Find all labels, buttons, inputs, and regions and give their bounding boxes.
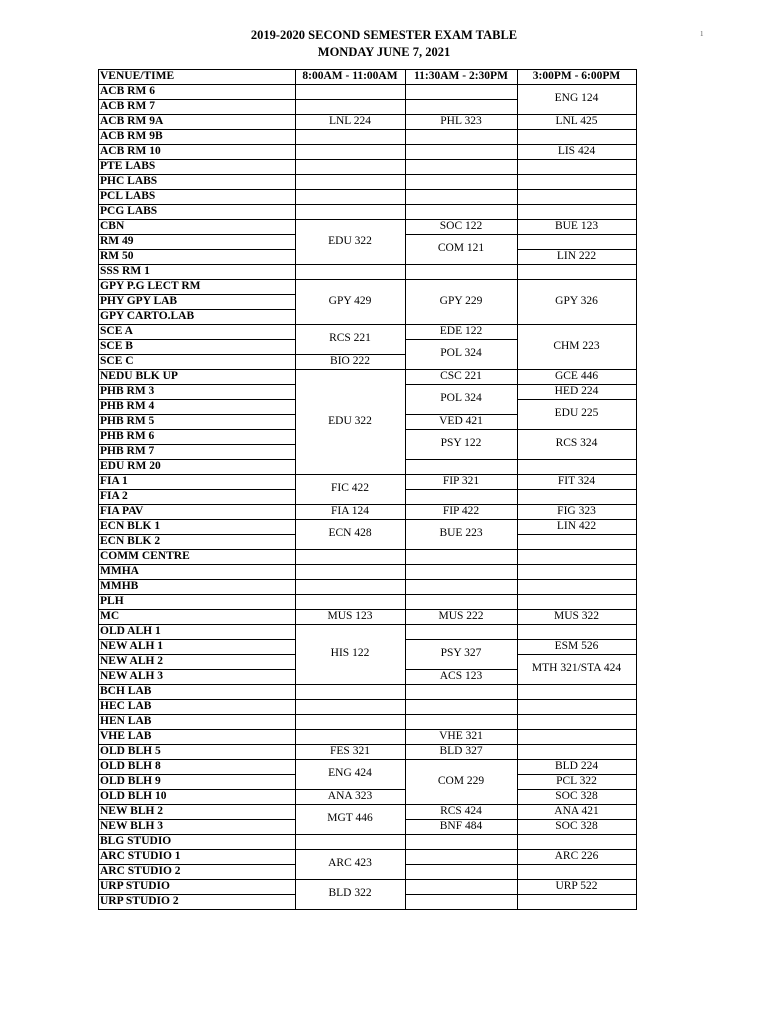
exam-course-cell: FIA 124 (330, 504, 370, 517)
row-divider (405, 624, 518, 625)
venue-cell: GPY CARTO.LAB (100, 309, 195, 322)
row-divider (98, 129, 295, 130)
row-divider (517, 564, 637, 565)
row-divider (98, 234, 295, 235)
exam-course-cell: SOC 328 (555, 819, 598, 832)
venue-cell: NEDU BLK UP (100, 369, 178, 382)
exam-course-cell: MUS 123 (327, 609, 373, 622)
table-border-top (98, 69, 637, 70)
venue-cell: MC (100, 609, 120, 622)
venue-cell: ACB RM 6 (100, 84, 155, 97)
row-divider (405, 459, 518, 460)
exam-course-cell: URP 522 (555, 879, 598, 892)
exam-course-cell: BUE 223 (439, 527, 483, 540)
row-divider (517, 624, 637, 625)
row-divider (295, 834, 406, 835)
column-header: VENUE/TIME (100, 69, 175, 82)
exam-course-cell: BLD 327 (439, 744, 483, 757)
row-divider (517, 594, 637, 595)
venue-cell: PHB RM 6 (100, 429, 155, 442)
venue-cell: MMHB (100, 579, 139, 592)
venue-cell: RM 49 (100, 234, 134, 247)
row-divider (98, 834, 295, 835)
venue-cell: HEN LAB (100, 714, 152, 727)
exam-course-cell: EDU 225 (554, 407, 599, 420)
row-divider (98, 564, 295, 565)
row-divider (405, 489, 518, 490)
row-divider (98, 249, 295, 250)
venue-cell: FIA 2 (100, 489, 128, 502)
venue-cell: BLG STUDIO (100, 834, 172, 847)
row-divider (295, 549, 406, 550)
exam-course-cell: MUS 222 (438, 609, 484, 622)
exam-course-cell: BNF 484 (439, 819, 483, 832)
row-divider (405, 714, 518, 715)
row-divider (98, 789, 295, 790)
row-divider (98, 474, 295, 475)
venue-cell: PHB RM 7 (100, 444, 155, 457)
row-divider (98, 279, 295, 280)
exam-course-cell: LIS 424 (557, 144, 596, 157)
column-header: 11:30AM - 2:30PM (414, 69, 508, 82)
row-divider (98, 204, 295, 205)
row-divider (98, 729, 295, 730)
exam-course-cell: LIN 422 (556, 519, 597, 532)
venue-cell: CBN (100, 219, 125, 232)
column-header: 3:00PM - 6:00PM (532, 69, 621, 82)
row-divider (98, 894, 295, 895)
row-divider (98, 354, 295, 355)
row-divider (295, 579, 406, 580)
exam-course-cell: GPY 229 (439, 294, 483, 307)
exam-course-cell: HIS 122 (330, 647, 370, 660)
row-divider (98, 759, 295, 760)
row-divider (295, 159, 406, 160)
row-divider (517, 864, 637, 865)
row-divider (98, 429, 295, 430)
exam-course-cell: GPY 429 (328, 294, 372, 307)
row-divider (98, 669, 295, 670)
venue-cell: PHC LABS (100, 174, 158, 187)
exam-course-cell: LIN 222 (556, 249, 597, 262)
venue-cell: ACB RM 7 (100, 99, 155, 112)
row-divider (405, 864, 518, 865)
exam-course-cell: PSY 122 (440, 437, 482, 450)
row-divider (98, 744, 295, 745)
exam-table-title: 2019-2020 SECOND SEMESTER EXAM TABLE (250, 28, 518, 42)
row-divider (295, 129, 406, 130)
row-divider (517, 264, 637, 265)
row-divider (295, 684, 406, 685)
venue-cell: SCE A (100, 324, 133, 337)
row-divider (405, 879, 518, 880)
row-divider (98, 369, 295, 370)
row-divider (98, 384, 295, 385)
exam-course-cell: CSC 221 (440, 369, 482, 382)
row-divider (405, 189, 518, 190)
venue-cell: ACB RM 9B (100, 129, 163, 142)
row-divider (98, 309, 295, 310)
row-divider (98, 579, 295, 580)
row-divider (517, 459, 637, 460)
venue-cell: EDU RM 20 (100, 459, 161, 472)
exam-course-cell: BLD 322 (328, 887, 372, 900)
row-divider (295, 204, 406, 205)
exam-course-cell: MUS 322 (553, 609, 600, 622)
exam-course-cell: MTH 321/STA 424 (531, 662, 622, 675)
venue-cell: PLH (100, 594, 124, 607)
venue-cell: MMHA (100, 564, 139, 577)
row-divider (98, 774, 295, 775)
row-divider (98, 114, 295, 115)
row-divider (517, 729, 637, 730)
row-divider (517, 534, 637, 535)
row-divider (295, 699, 406, 700)
row-divider (98, 399, 295, 400)
row-divider (517, 834, 637, 835)
venue-cell: PHB RM 5 (100, 414, 155, 427)
exam-course-cell: LNL 425 (555, 114, 598, 127)
row-divider (517, 159, 637, 160)
exam-course-cell: ARC 226 (554, 849, 599, 862)
exam-course-cell: ENG 424 (328, 767, 372, 780)
venue-cell: ARC STUDIO 1 (100, 849, 181, 862)
row-divider (405, 834, 518, 835)
row-divider (295, 729, 406, 730)
exam-course-cell: HED 224 (554, 384, 599, 397)
row-divider (98, 714, 295, 715)
row-divider (295, 174, 406, 175)
exam-course-cell: PSY 327 (440, 647, 482, 660)
row-divider (98, 549, 295, 550)
exam-course-cell: MGT 446 (327, 812, 373, 825)
row-divider (517, 234, 637, 235)
row-divider (98, 174, 295, 175)
venue-cell: NEW BLH 2 (100, 804, 164, 817)
exam-course-cell: VHE 321 (439, 729, 483, 742)
exam-course-cell: BIO 222 (330, 354, 370, 367)
exam-course-cell: GPY 326 (555, 294, 598, 307)
row-divider (295, 99, 406, 100)
row-divider (405, 594, 518, 595)
row-divider (98, 294, 295, 295)
exam-course-cell: ANA 323 (327, 789, 373, 802)
exam-course-cell: ESM 526 (554, 639, 599, 652)
venue-cell: FIA PAV (100, 504, 144, 517)
exam-course-cell: FIT 324 (557, 474, 596, 487)
exam-course-cell: POL 324 (440, 392, 482, 405)
row-divider (98, 594, 295, 595)
exam-date: MONDAY JUNE 7, 2021 (317, 45, 451, 59)
row-divider (517, 714, 637, 715)
venue-cell: PCG LABS (100, 204, 158, 217)
venue-cell: ECN BLK 2 (100, 534, 161, 547)
row-divider (295, 189, 406, 190)
row-divider (517, 489, 637, 490)
venue-cell: SSS RM 1 (100, 264, 150, 277)
row-divider (295, 909, 406, 910)
exam-course-cell: CHM 223 (553, 339, 600, 352)
row-divider (517, 549, 637, 550)
exam-course-cell: ARC 423 (328, 857, 372, 870)
exam-course-cell: FIP 422 (442, 504, 480, 517)
venue-cell: PCL LABS (100, 189, 156, 202)
row-divider (405, 174, 518, 175)
row-divider (98, 534, 295, 535)
exam-course-cell: ACS 123 (439, 669, 483, 682)
venue-cell: GPY P.G LECT RM (100, 279, 201, 292)
row-divider (98, 804, 295, 805)
row-divider (517, 174, 637, 175)
venue-cell: NEW ALH 3 (100, 669, 164, 682)
venue-cell: HEC LAB (100, 699, 152, 712)
row-divider (517, 684, 637, 685)
row-divider (517, 699, 637, 700)
row-divider (405, 159, 518, 160)
column-divider (98, 69, 99, 910)
row-divider (295, 264, 406, 265)
exam-course-cell: BUE 123 (554, 219, 599, 232)
row-divider (98, 414, 295, 415)
row-divider (98, 654, 295, 655)
row-divider (98, 699, 295, 700)
exam-course-cell: RCS 424 (440, 804, 482, 817)
row-divider (405, 699, 518, 700)
row-divider (517, 909, 637, 910)
row-divider (517, 189, 637, 190)
row-divider (517, 204, 637, 205)
row-divider (517, 129, 637, 130)
row-divider (98, 489, 295, 490)
row-divider (295, 144, 406, 145)
venue-cell: OLD BLH 9 (100, 774, 161, 787)
row-divider (295, 564, 406, 565)
column-header: 8:00AM - 11:00AM (302, 69, 398, 82)
row-divider (405, 684, 518, 685)
venue-cell: PTE LABS (100, 159, 156, 172)
row-divider (405, 99, 518, 100)
page-number: 1 (700, 30, 704, 38)
exam-course-cell: FIP 321 (442, 474, 480, 487)
exam-course-cell: RCS 221 (329, 332, 371, 345)
exam-course-cell: FIC 422 (330, 482, 370, 495)
exam-course-cell: RCS 324 (555, 437, 598, 450)
venue-cell: NEW ALH 2 (100, 654, 164, 667)
row-divider (98, 519, 295, 520)
exam-course-cell: FIG 323 (557, 504, 596, 517)
venue-cell: ACB RM 9A (100, 114, 164, 127)
row-divider (98, 339, 295, 340)
row-divider (405, 894, 518, 895)
exam-course-cell: POL 324 (440, 347, 482, 360)
venue-cell: SCE B (100, 339, 133, 352)
row-divider (98, 99, 295, 100)
row-divider (98, 684, 295, 685)
row-divider (98, 324, 295, 325)
row-divider (405, 204, 518, 205)
venue-cell: PHB RM 3 (100, 384, 155, 397)
exam-course-cell: COM 121 (437, 242, 485, 255)
row-divider (98, 504, 295, 505)
row-divider (98, 864, 295, 865)
row-divider (405, 564, 518, 565)
exam-course-cell: ANA 421 (554, 804, 599, 817)
venue-cell: PHY GPY LAB (100, 294, 178, 307)
venue-cell: URP STUDIO (100, 879, 170, 892)
row-divider (98, 264, 295, 265)
exam-course-cell: PCL 322 (556, 774, 597, 787)
exam-course-cell: SOC 328 (555, 789, 598, 802)
venue-cell: OLD ALH 1 (100, 624, 161, 637)
exam-course-cell: FES 321 (330, 744, 370, 757)
exam-course-cell: EDU 322 (328, 234, 372, 247)
venue-cell: RM 50 (100, 249, 134, 262)
row-divider (405, 579, 518, 580)
row-divider (98, 219, 295, 220)
row-divider (295, 714, 406, 715)
venue-cell: COMM CENTRE (100, 549, 190, 562)
row-divider (405, 849, 518, 850)
exam-course-cell: PHL 323 (440, 114, 482, 127)
row-divider (98, 639, 295, 640)
row-divider (98, 609, 295, 610)
exam-course-cell: BLD 224 (554, 759, 599, 772)
row-divider (405, 129, 518, 130)
row-divider (98, 849, 295, 850)
venue-cell: URP STUDIO 2 (100, 894, 179, 907)
venue-cell: PHB RM 4 (100, 399, 155, 412)
row-divider (98, 159, 295, 160)
row-divider (98, 909, 295, 910)
row-divider (295, 594, 406, 595)
venue-cell: BCH LAB (100, 684, 152, 697)
row-divider (98, 624, 295, 625)
venue-cell: ECN BLK 1 (100, 519, 161, 532)
venue-cell: FIA 1 (100, 474, 128, 487)
venue-cell: ARC STUDIO 2 (100, 864, 181, 877)
row-divider (405, 909, 518, 910)
row-divider (98, 144, 295, 145)
exam-course-cell: LNL 224 (328, 114, 372, 127)
exam-course-cell: VED 421 (439, 414, 483, 427)
row-divider (98, 189, 295, 190)
exam-course-cell: EDE 122 (439, 324, 483, 337)
row-divider (517, 894, 637, 895)
exam-course-cell: SOC 122 (439, 219, 483, 232)
venue-cell: ACB RM 10 (100, 144, 161, 157)
row-divider (98, 459, 295, 460)
venue-cell: OLD BLH 8 (100, 759, 161, 772)
row-divider (517, 579, 637, 580)
row-divider (98, 444, 295, 445)
row-divider (405, 144, 518, 145)
exam-course-cell: COM 229 (437, 774, 485, 787)
row-divider (98, 819, 295, 820)
row-divider (517, 744, 637, 745)
row-divider (405, 549, 518, 550)
venue-cell: NEW BLH 3 (100, 819, 164, 832)
venue-cell: OLD BLH 10 (100, 789, 167, 802)
row-divider (98, 879, 295, 880)
row-divider (405, 264, 518, 265)
venue-cell: OLD BLH 5 (100, 744, 161, 757)
exam-course-cell: EDU 322 (328, 414, 372, 427)
exam-course-cell: GCE 446 (554, 369, 599, 382)
exam-course-cell: ECN 428 (328, 527, 372, 540)
venue-cell: VHE LAB (100, 729, 152, 742)
exam-course-cell: ENG 124 (554, 92, 599, 105)
venue-cell: NEW ALH 1 (100, 639, 164, 652)
venue-cell: SCE C (100, 354, 134, 367)
